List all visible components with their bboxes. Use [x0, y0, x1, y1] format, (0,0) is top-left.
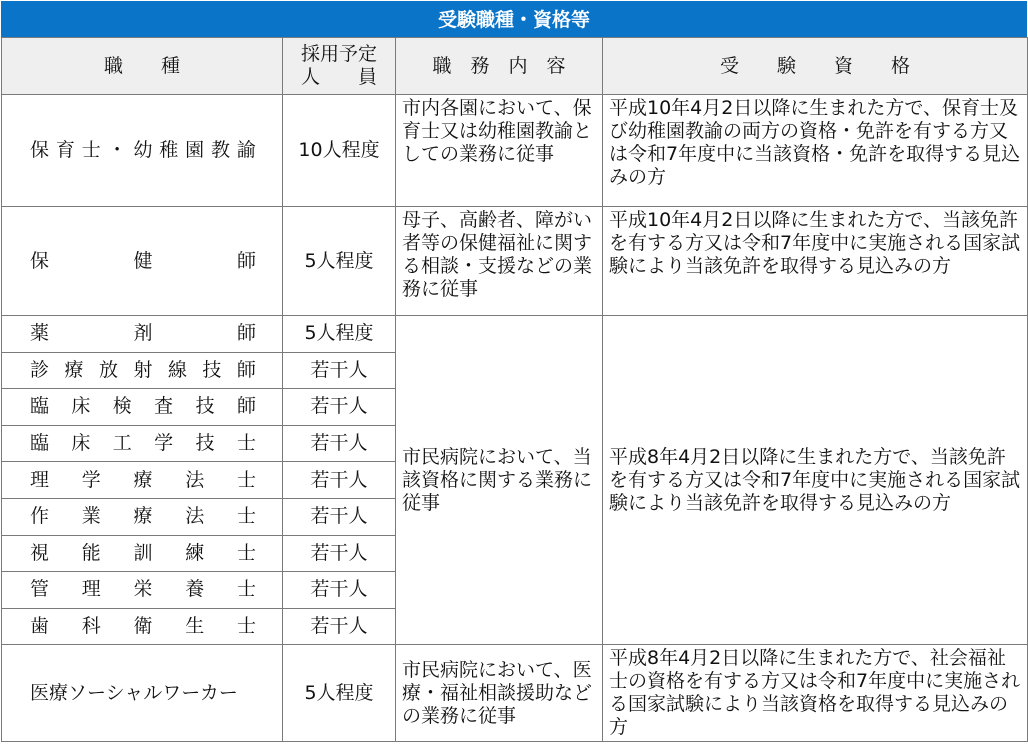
job-name: 薬 剤 師 — [30, 322, 256, 345]
job-name: 理 学 療 法 士 — [30, 468, 256, 491]
job-cell — [2, 462, 283, 499]
job-cell — [2, 608, 283, 645]
header-duty — [396, 38, 603, 95]
job-name: 視 能 訓 練 士 — [30, 541, 256, 564]
table-title: 受験職種・資格等 — [1, 1, 1027, 37]
job-cell — [2, 95, 283, 207]
count-cell: 5人程度 — [283, 316, 396, 353]
header-qualification — [603, 38, 1028, 95]
job-name: 保 育 士 ・ 幼 稚 園 教 諭 — [30, 139, 256, 161]
count-cell: 若干人 — [283, 352, 396, 389]
job-name: 診 療 放 射 線 技 師 — [30, 358, 256, 381]
count-cell: 若干人 — [283, 389, 396, 426]
job-cell — [2, 572, 283, 609]
header-qualification-label: 受 験 資 格 — [719, 54, 910, 77]
shared-qualification-cell: 平成8年4月2日以降に生まれた方で、当該免許を有する方又は令和7年度中に実施される国家試験により当該免許を取得する見込みの方 — [603, 316, 1028, 645]
recruitment-table-container — [1, 1, 1027, 745]
count-cell: 若干人 — [283, 535, 396, 572]
job-cell — [2, 316, 283, 353]
count-cell: 若干人 — [283, 498, 396, 535]
count-cell: 10人程度 — [283, 95, 396, 207]
qualification-cell: 平成10年4月2日以降に生まれた方で、当該免許を有する方又は令和7年度中に実施される国家試験により当該免許を取得する見込みの方 — [603, 207, 1028, 316]
job-cell — [2, 535, 283, 572]
job-cell — [2, 207, 283, 316]
header-job-label: 職 種 — [103, 54, 180, 77]
shared-duty-cell: 市民病院において、当該資格に関する業務に従事 — [396, 316, 603, 645]
job-cell — [2, 425, 283, 462]
job-name: 歯 科 衛 生 士 — [30, 615, 256, 638]
job-name: 管 理 栄 養 士 — [30, 578, 256, 601]
duty-cell: 母子、高齢者、障がい者等の保健福祉に関する相談・支援などの業務に従事 — [396, 207, 603, 316]
qualification-cell: 平成10年4月2日以降に生まれた方で、保育士及び幼稚園教諭の両方の資格・免許を有する方又は令和7年度中に当該資格・免許を取得する見込みの方 — [603, 95, 1028, 207]
header-row — [2, 38, 1028, 95]
job-name: 臨 床 検 査 技 師 — [30, 395, 256, 418]
count-cell: 5人程度 — [283, 645, 396, 742]
job-cell — [2, 352, 283, 389]
count-cell: 若干人 — [283, 462, 396, 499]
job-name: 作 業 療 法 士 — [30, 505, 256, 528]
job-cell — [2, 645, 283, 742]
header-duty-label: 職 務 内 容 — [432, 54, 566, 77]
header-count-line1: 採用予定 — [300, 43, 377, 65]
job-name: 医療ソーシャルワーカー — [30, 681, 238, 704]
count-cell: 5人程度 — [283, 207, 396, 316]
table-row — [2, 316, 1028, 353]
recruitment-table — [1, 37, 1028, 742]
table-row — [2, 207, 1028, 316]
header-job — [2, 38, 283, 95]
duty-cell: 市内各園において、保育士又は幼稚園教諭としての業務に従事 — [396, 95, 603, 207]
job-cell — [2, 498, 283, 535]
header-count — [283, 38, 396, 95]
qualification-cell: 平成8年4月2日以降に生まれた方で、社会福祉士の資格を有する方又は令和7年度中に実施される国家試験により当該資格を取得する見込みの方 — [603, 645, 1028, 742]
duty-cell: 市民病院において、医療・福祉相談援助などの業務に従事 — [396, 645, 603, 742]
count-cell: 若干人 — [283, 572, 396, 609]
job-name: 臨 床 工 学 技 士 — [30, 432, 256, 455]
job-cell — [2, 389, 283, 426]
job-name: 保 健 師 — [30, 249, 256, 272]
table-row — [2, 95, 1028, 207]
table-row — [2, 645, 1028, 742]
count-cell: 若干人 — [283, 608, 396, 645]
count-cell: 若干人 — [283, 425, 396, 462]
header-count-line2: 人 員 — [300, 66, 377, 88]
